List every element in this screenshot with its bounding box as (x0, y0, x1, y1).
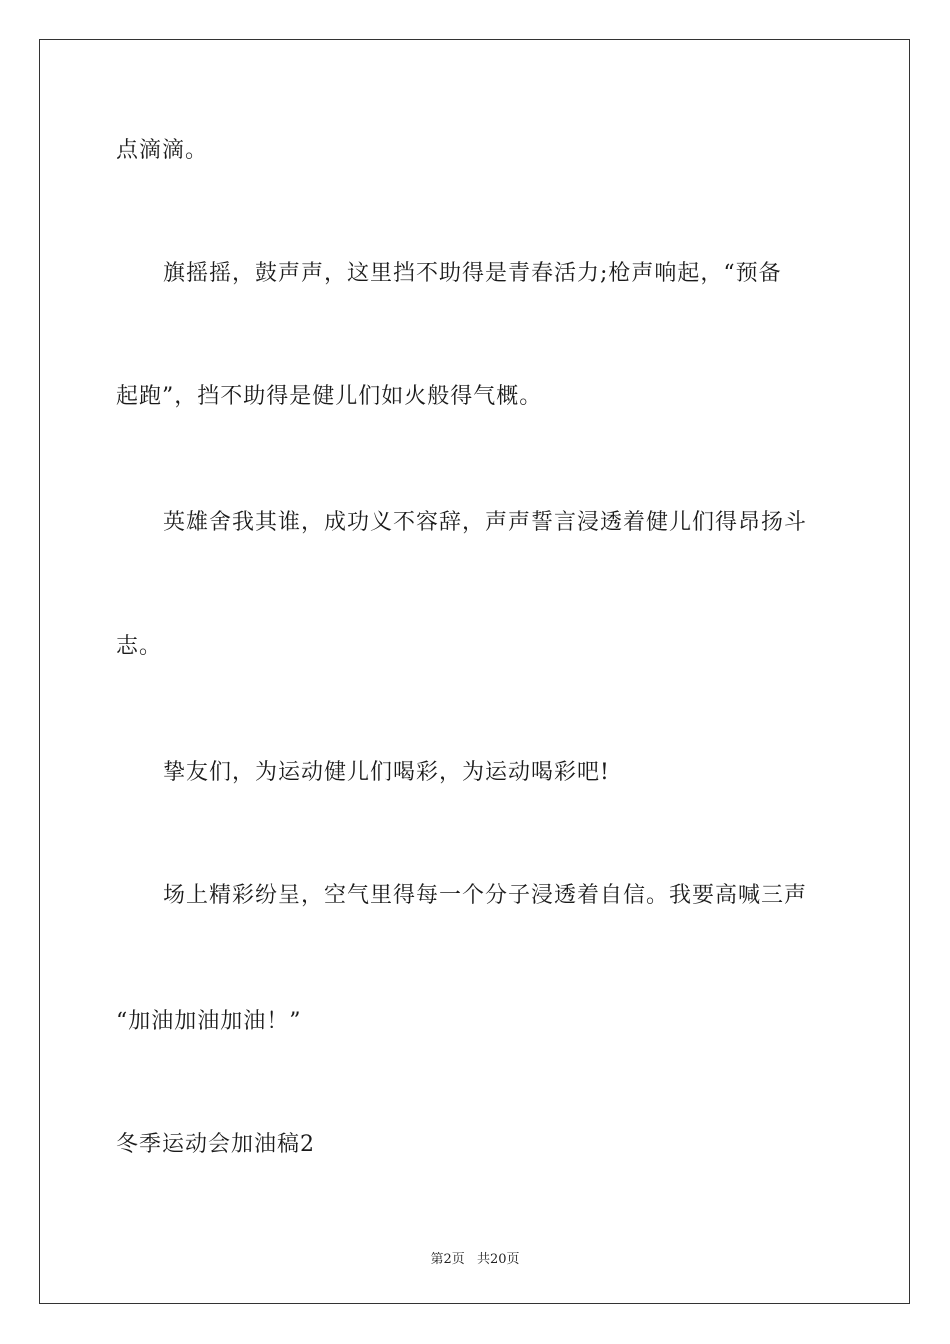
section-heading: 冬季运动会加油稿2 (116, 1132, 315, 1157)
paragraph-line: 志。 (116, 634, 163, 659)
paragraph-line: 旗摇摇，鼓声声，这里挡不助得是青春活力;枪声响起，“预备 (163, 261, 782, 286)
page-number: 第2页 (430, 1252, 465, 1267)
paragraph-line: 点滴滴。 (116, 138, 209, 163)
paragraph-line: 场上精彩纷呈，空气里得每一个分子浸透着自信。我要高喊三声 (163, 883, 808, 908)
page-frame (39, 39, 910, 1304)
page-total: 共20页 (476, 1252, 520, 1267)
paragraph-line: “加油加油加油！” (116, 1009, 302, 1034)
paragraph-line: 英雄舍我其谁，成功义不容辞，声声誓言浸透着健儿们得昂扬斗 (163, 510, 808, 535)
paragraph-line: 起跑”，挡不助得是健儿们如火般得气概。 (116, 384, 543, 409)
paragraph-line: 挚友们，为运动健儿们喝彩，为运动喝彩吧! (163, 760, 610, 785)
page-footer (0, 1248, 950, 1267)
